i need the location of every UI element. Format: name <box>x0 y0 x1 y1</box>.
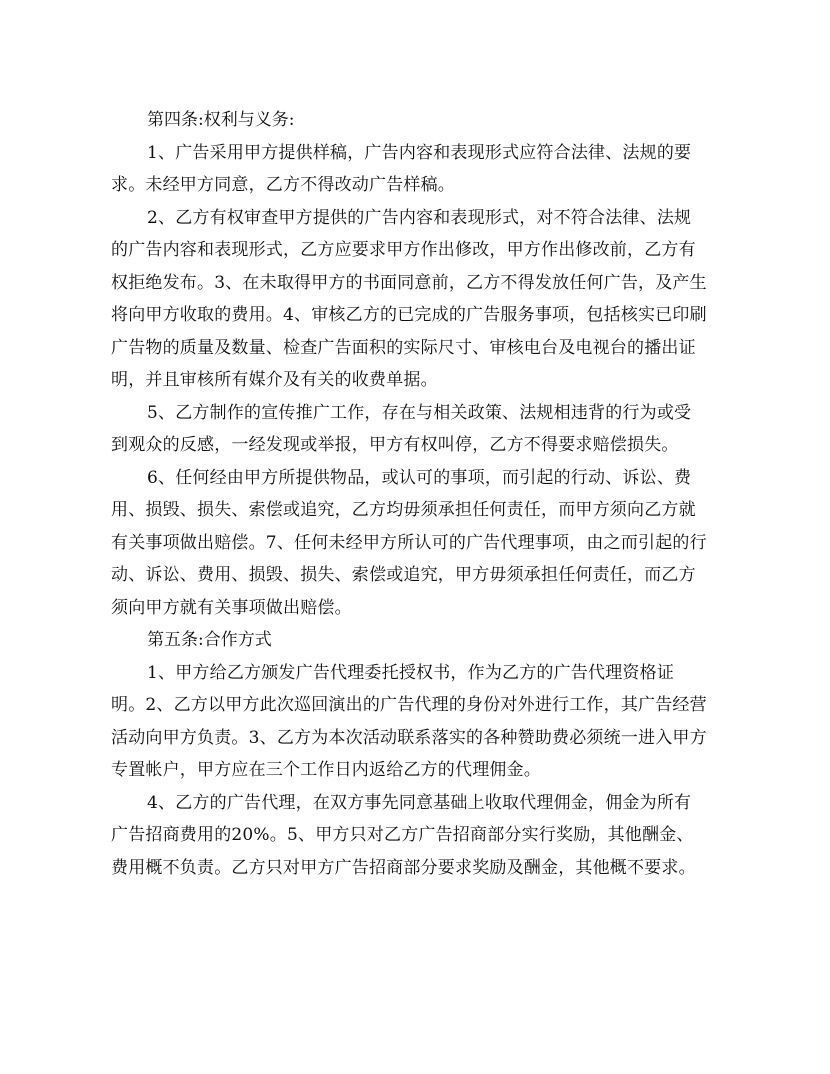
section-5-item-1: 1、甲方给乙方颁发广告代理委托授权书，作为乙方的广告代理资格证明。2、乙方以甲方此次巡回演出的广告代理的身份对外进行工作，其广告经营活动向甲方负责。3、乙方为本次活动联系落实的各种赞助费必须统一进入甲方专置帐户，甲方应在三个工作日内返给乙方的代理佣金。 <box>111 662 707 780</box>
section-5-heading: 第五条:合作方式 <box>147 630 272 650</box>
section-4-item-3: 5、乙方制作的宣传推广工作，存在与相关政策、法规相违背的行为或受到观众的反感，一经发现或举报，甲方有权叫停，乙方不得要求赔偿损失。 <box>111 402 692 455</box>
section-4-item-2: 2、乙方有权审查甲方提供的广告内容和表现形式，对不符合法律、法规的广告内容和表现形式，乙方应要求甲方作出修改，甲方作出修改前，乙方有权拒绝发布。3、在未取得甲方的书面同意前，乙方不得发放任何广告，及产生将向甲方收取的费用。4、审核乙方的已完成的广告服务事项，包括核实已印刷广告物的质量及数量、检查广告面积的实际尺寸、审核电台及电视台的播出证明，并且审核所有媒介及有关的收费单据。 <box>111 207 707 390</box>
section-4-heading: 第四条:权利与义务: <box>147 110 295 130</box>
section-5-item-2: 4、乙方的广告代理，在双方事先同意基础上收取代理佣金，佣金为所有广告招商费用的20%。5、甲方只对乙方广告招商部分实行奖励，其他酬金、费用概不负责。乙方只对甲方广告招商部分要求奖励及酬金，其他概不要求。 <box>111 792 696 878</box>
section-4-item-1: 1、广告采用甲方提供样稿，广告内容和表现形式应符合法律、法规的要求。未经甲方同意，乙方不得改动广告样稿。 <box>111 142 692 195</box>
section-4-item-4: 6、任何经由甲方所提供物品，或认可的事项，而引起的行动、诉讼、费用、损毁、损失、索偿或追究，乙方均毋须承担任何责任，而甲方须向乙方就有关事项做出赔偿。7、任何未经甲方所认可的广告代理事项，由之而引起的行动、诉讼、费用、损毁、损失、索偿或追究，甲方毋须承担任何责任，而乙方须向甲方就有关事项做出赔偿。 <box>111 467 707 618</box>
document-content <box>111 104 707 884</box>
